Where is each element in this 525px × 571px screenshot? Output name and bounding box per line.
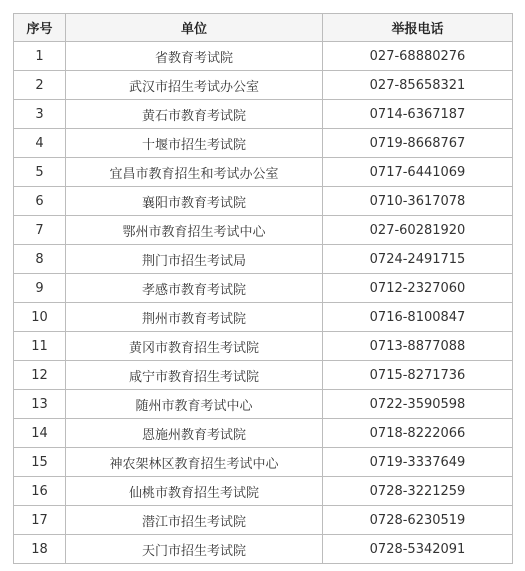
- table-row: [14, 158, 513, 187]
- cell-phone: 0710-3617078: [323, 187, 513, 216]
- cell-index: 16: [14, 477, 66, 506]
- cell-unit: 随州市教育考试中心: [66, 390, 323, 419]
- table-row: [14, 506, 513, 535]
- cell-index: 12: [14, 361, 66, 390]
- table-row: [14, 274, 513, 303]
- cell-index: 15: [14, 448, 66, 477]
- report-phone-table: [13, 13, 513, 564]
- cell-index: 7: [14, 216, 66, 245]
- cell-unit: 孝感市教育考试院: [66, 274, 323, 303]
- cell-unit: 黄石市教育考试院: [66, 100, 323, 129]
- table-header: [14, 14, 513, 42]
- cell-phone: 0722-3590598: [323, 390, 513, 419]
- cell-unit: 天门市招生考试院: [66, 535, 323, 564]
- cell-phone: 0719-3337649: [323, 448, 513, 477]
- table-body: [14, 42, 513, 564]
- cell-unit: 神农架林区教育招生考试中心: [66, 448, 323, 477]
- table-row: [14, 187, 513, 216]
- cell-unit: 潜江市招生考试院: [66, 506, 323, 535]
- cell-unit: 武汉市招生考试办公室: [66, 71, 323, 100]
- table-row: [14, 71, 513, 100]
- header-index: 序号: [14, 14, 66, 42]
- header-phone: 举报电话: [323, 14, 513, 42]
- cell-phone: 0728-6230519: [323, 506, 513, 535]
- cell-phone: 0713-8877088: [323, 332, 513, 361]
- header-unit: 单位: [66, 14, 323, 42]
- cell-unit: 荆州市教育考试院: [66, 303, 323, 332]
- cell-index: 13: [14, 390, 66, 419]
- table-row: [14, 390, 513, 419]
- report-phone-table-container: [13, 13, 512, 564]
- cell-unit: 宜昌市教育招生和考试办公室: [66, 158, 323, 187]
- cell-phone: 0718-8222066: [323, 419, 513, 448]
- cell-index: 11: [14, 332, 66, 361]
- header-row: [14, 14, 513, 42]
- cell-index: 6: [14, 187, 66, 216]
- cell-phone: 0724-2491715: [323, 245, 513, 274]
- cell-phone: 0719-8668767: [323, 129, 513, 158]
- cell-phone: 0716-8100847: [323, 303, 513, 332]
- cell-unit: 恩施州教育考试院: [66, 419, 323, 448]
- table-row: [14, 477, 513, 506]
- table-row: [14, 419, 513, 448]
- cell-phone: 0715-8271736: [323, 361, 513, 390]
- cell-index: 10: [14, 303, 66, 332]
- cell-index: 8: [14, 245, 66, 274]
- table-row: [14, 332, 513, 361]
- cell-phone: 0714-6367187: [323, 100, 513, 129]
- cell-index: 3: [14, 100, 66, 129]
- cell-index: 4: [14, 129, 66, 158]
- table-row: [14, 361, 513, 390]
- table-row: [14, 42, 513, 71]
- cell-unit: 仙桃市教育招生考试院: [66, 477, 323, 506]
- cell-phone: 0712-2327060: [323, 274, 513, 303]
- cell-index: 17: [14, 506, 66, 535]
- cell-unit: 黄冈市教育招生考试院: [66, 332, 323, 361]
- table-row: [14, 100, 513, 129]
- table-row: [14, 448, 513, 477]
- cell-phone: 027-85658321: [323, 71, 513, 100]
- cell-phone: 027-68880276: [323, 42, 513, 71]
- cell-unit: 省教育考试院: [66, 42, 323, 71]
- cell-index: 1: [14, 42, 66, 71]
- table-row: [14, 303, 513, 332]
- cell-index: 9: [14, 274, 66, 303]
- table-row: [14, 216, 513, 245]
- cell-unit: 鄂州市教育招生考试中心: [66, 216, 323, 245]
- cell-phone: 027-60281920: [323, 216, 513, 245]
- cell-unit: 十堰市招生考试院: [66, 129, 323, 158]
- cell-index: 14: [14, 419, 66, 448]
- cell-index: 2: [14, 71, 66, 100]
- cell-phone: 0728-3221259: [323, 477, 513, 506]
- cell-unit: 咸宁市教育招生考试院: [66, 361, 323, 390]
- table-row: [14, 129, 513, 158]
- table-row: [14, 535, 513, 564]
- table-row: [14, 245, 513, 274]
- cell-unit: 襄阳市教育考试院: [66, 187, 323, 216]
- cell-index: 5: [14, 158, 66, 187]
- cell-phone: 0717-6441069: [323, 158, 513, 187]
- cell-phone: 0728-5342091: [323, 535, 513, 564]
- cell-unit: 荆门市招生考试局: [66, 245, 323, 274]
- cell-index: 18: [14, 535, 66, 564]
